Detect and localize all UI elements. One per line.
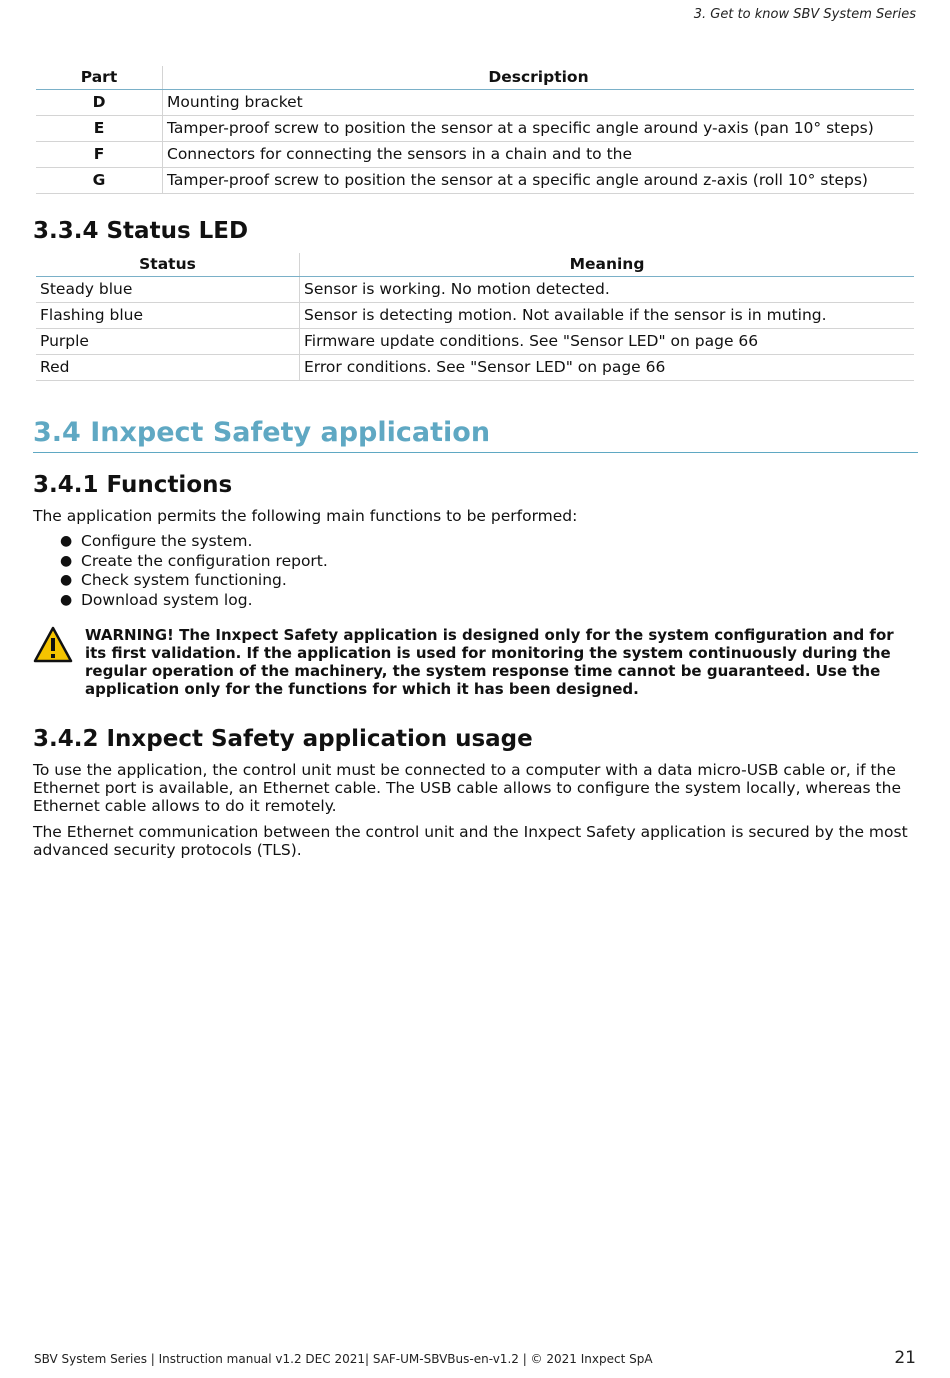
- description-cell: Tamper-proof screw to position the sensor at a specific angle around z-axis (roll 10° steps): [163, 168, 915, 194]
- status-cell: Purple: [36, 329, 300, 355]
- usage-paragraph-1: To use the application, the control unit must be connected to a computer with a data micro-USB cable or, if the Ethernet port is available, an Ethernet cable. The USB cable allows to configure the system locally, whereas the Ethernet cable allows to do it remotely.: [33, 761, 901, 815]
- table-row: [36, 329, 914, 355]
- usage-paragraph-2: The Ethernet communication between the control unit and the Inxpect Safety application is secured by the most advanced security protocols (TLS).: [33, 823, 908, 859]
- bullet-icon: ●: [60, 533, 73, 549]
- column-header-meaning: Meaning: [300, 253, 915, 277]
- table-header-row: [36, 66, 914, 90]
- status-cell: Flashing blue: [36, 303, 300, 329]
- meaning-cell: Sensor is detecting motion. Not available if the sensor is in muting.: [300, 303, 915, 329]
- description-cell: Mounting bracket: [163, 90, 915, 116]
- column-header-status: Status: [36, 253, 300, 277]
- status-cell: Red: [36, 355, 300, 381]
- meaning-cell: Sensor is working. No motion detected.: [300, 277, 915, 303]
- table-row: [36, 90, 914, 116]
- table-row: [36, 277, 914, 303]
- list-item-text: Download system log.: [81, 590, 253, 609]
- table-row: [36, 303, 914, 329]
- warning-text: WARNING! The Inxpect Safety application is designed only for the system configuration and for its first validation. If the application is used for monitoring the system continuously during the regular operation of the machinery, the system response time cannot be guaranteed. Use the application only for the functions for which it has been designed.: [85, 626, 894, 698]
- list-item: [33, 571, 328, 591]
- part-cell: F: [36, 142, 163, 168]
- footer-text: SBV System Series | Instruction manual v1.2 DEC 2021| SAF-UM-SBVBus-en-v1.2 | © 2021 Inxpect SpA: [34, 1352, 653, 1366]
- status-led-heading: 3.3.4 Status LED: [33, 218, 249, 244]
- column-header-part: Part: [36, 66, 163, 90]
- running-header: 3. Get to know SBV System Series: [693, 7, 916, 22]
- list-item-text: Configure the system.: [81, 532, 253, 550]
- parts-table: [36, 66, 914, 194]
- list-item: [33, 552, 328, 572]
- list-item: [33, 591, 328, 611]
- list-item: [33, 532, 328, 552]
- bullet-icon: ●: [60, 552, 73, 569]
- warning-box: [33, 626, 918, 698]
- list-item-text: Create the configuration report.: [81, 551, 328, 570]
- description-cell: Connectors for connecting the sensors in a chain and to the: [163, 142, 915, 168]
- column-header-description: Description: [163, 66, 915, 90]
- functions-list: [33, 532, 328, 610]
- functions-heading: 3.4.1 Functions: [33, 472, 233, 498]
- status-cell: Steady blue: [36, 277, 300, 303]
- list-item-text: Check system functioning.: [81, 571, 287, 589]
- description-cell: Tamper-proof screw to position the sensor at a specific angle around y-axis (pan 10° steps): [163, 116, 915, 142]
- bullet-icon: ●: [60, 591, 73, 608]
- table-row: [36, 168, 914, 194]
- functions-intro: The application permits the following main functions to be performed:: [33, 507, 578, 525]
- table-row: [36, 116, 914, 142]
- usage-heading: 3.4.2 Inxpect Safety application usage: [33, 726, 533, 752]
- bullet-icon: ●: [60, 572, 73, 588]
- part-cell: E: [36, 116, 163, 142]
- table-header-row: [36, 253, 914, 277]
- table-row: [36, 142, 914, 168]
- section-title: 3.4 Inxpect Safety application: [33, 417, 918, 453]
- page-number: 21: [894, 1348, 916, 1368]
- part-cell: D: [36, 90, 163, 116]
- warning-triangle-icon: [33, 626, 73, 664]
- part-cell: G: [36, 168, 163, 194]
- meaning-cell: Error conditions. See "Sensor LED" on page 66: [300, 355, 915, 381]
- meaning-cell: Firmware update conditions. See "Sensor LED" on page 66: [300, 329, 915, 355]
- status-led-table: [36, 253, 914, 381]
- table-row: [36, 355, 914, 381]
